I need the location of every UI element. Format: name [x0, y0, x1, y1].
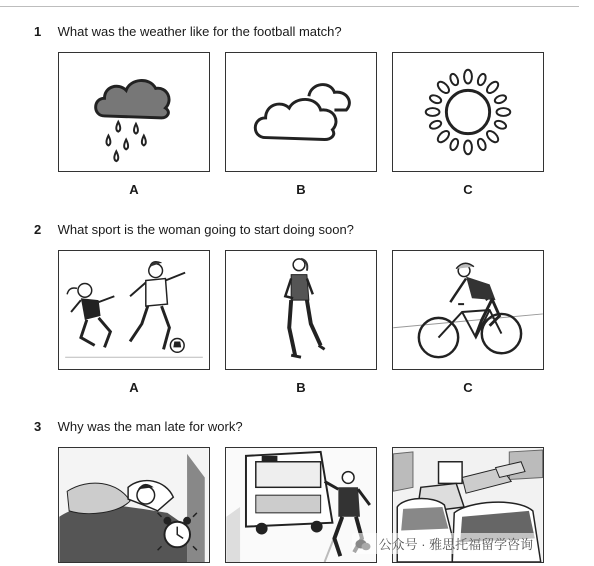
sun-icon [393, 53, 543, 171]
watermark-text: 公众号 · 雅思托福留学咨询 [378, 537, 534, 552]
option-2c-picture[interactable] [392, 250, 544, 370]
option-letter: A [129, 182, 139, 197]
cloud-icon [226, 53, 376, 171]
question-text: What sport is the woman going to start doing soon? [57, 222, 354, 237]
jogging-woman [226, 251, 376, 369]
option-1c-picture[interactable] [392, 52, 544, 172]
option-1a-picture[interactable] [58, 52, 210, 172]
option-3a-picture[interactable] [58, 447, 210, 563]
option-letter: B [296, 380, 306, 395]
man-sleeping-alarm [59, 448, 209, 562]
option-letter: A [129, 380, 139, 395]
option-2b-picture[interactable] [225, 250, 377, 370]
wechat-icon [355, 539, 371, 551]
question-2 [34, 222, 354, 237]
question-text: Why was the man late for work? [57, 419, 243, 434]
option-2a-picture[interactable] [58, 250, 210, 370]
top-rule [0, 6, 579, 7]
option-letter: C [463, 380, 473, 395]
question-3 [34, 419, 243, 434]
rain-cloud-icon [59, 53, 209, 171]
question-1 [34, 24, 342, 39]
option-letter: B [296, 182, 306, 197]
question-number: 2 [34, 222, 42, 237]
watermark [352, 533, 536, 554]
question-text: What was the weather like for the football match? [57, 24, 342, 39]
cyclist [393, 251, 543, 369]
football-players [59, 251, 209, 369]
question-number: 3 [34, 419, 42, 434]
option-letter: C [463, 182, 473, 197]
question-number: 1 [34, 24, 42, 39]
option-1b-picture[interactable] [225, 52, 377, 172]
